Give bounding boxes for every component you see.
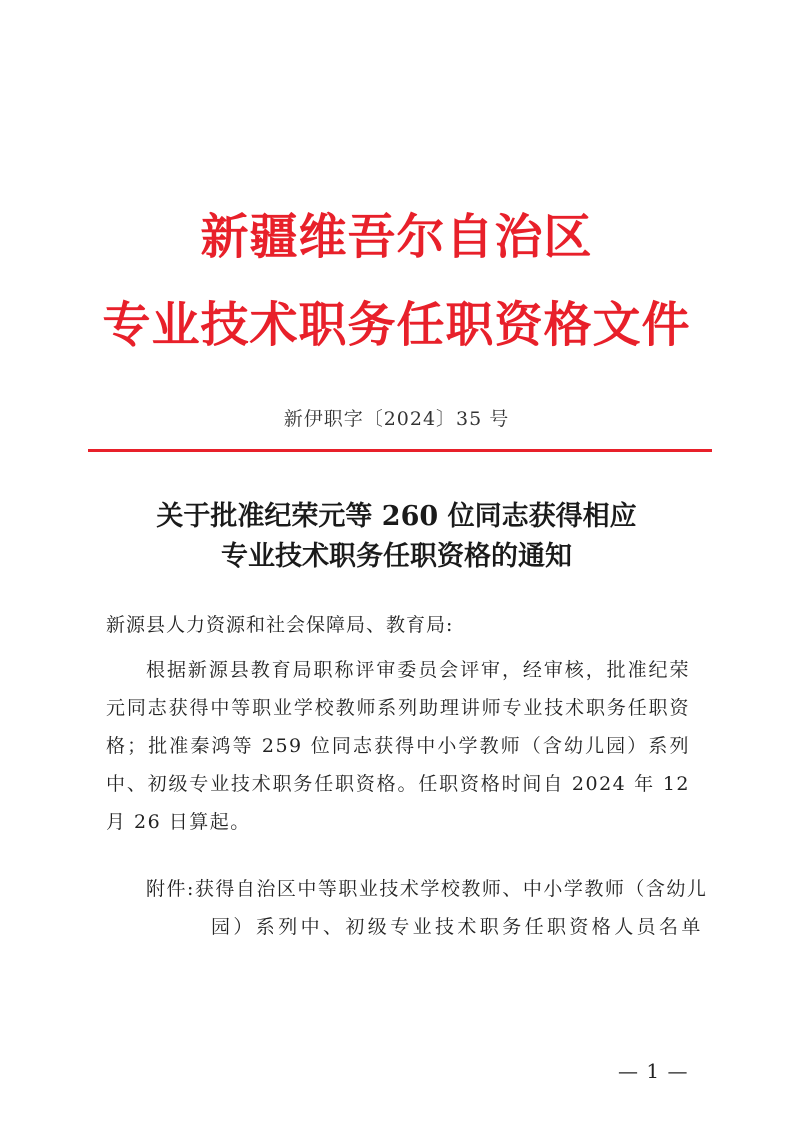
document-header-title-line2: 专业技术职务任职资格文件	[102, 297, 691, 353]
notice-title-line2: 专业技术职务任职资格的通知	[221, 541, 572, 572]
document-header-title-line1: 新疆维吾尔自治区	[200, 209, 593, 265]
body-paragraph: 根据新源县教育局职称评审委员会评审，经审核，批准纪荣元同志获得中等职业学校教师系列助理讲师专业技术职务任职资格；批准秦鸿等 259 位同志获得中小学教师（含幼儿园）系列中、初级专业技术职务任职资格。任职资格时间自 2024 年 12 月 26 日算起。	[106, 659, 690, 833]
attachment-note	[146, 870, 708, 946]
notice-title-line1: 关于批准纪荣元等 260 位同志获得相应	[156, 501, 637, 532]
document-number: 新伊职字〔2024〕35 号	[283, 408, 510, 430]
attachment-text-line2: 园）系列中、初级专业技术职务任职资格人员名单	[211, 916, 704, 938]
page-number: — 1 —	[618, 1059, 689, 1083]
header-divider-line	[88, 449, 712, 452]
salutation: 新源县人力资源和社会保障局、教育局:	[106, 614, 454, 636]
attachment-label: 附件:	[146, 878, 195, 900]
attachment-text-line1: 获得自治区中等职业技术学校教师、中小学教师（含幼儿	[194, 878, 708, 900]
